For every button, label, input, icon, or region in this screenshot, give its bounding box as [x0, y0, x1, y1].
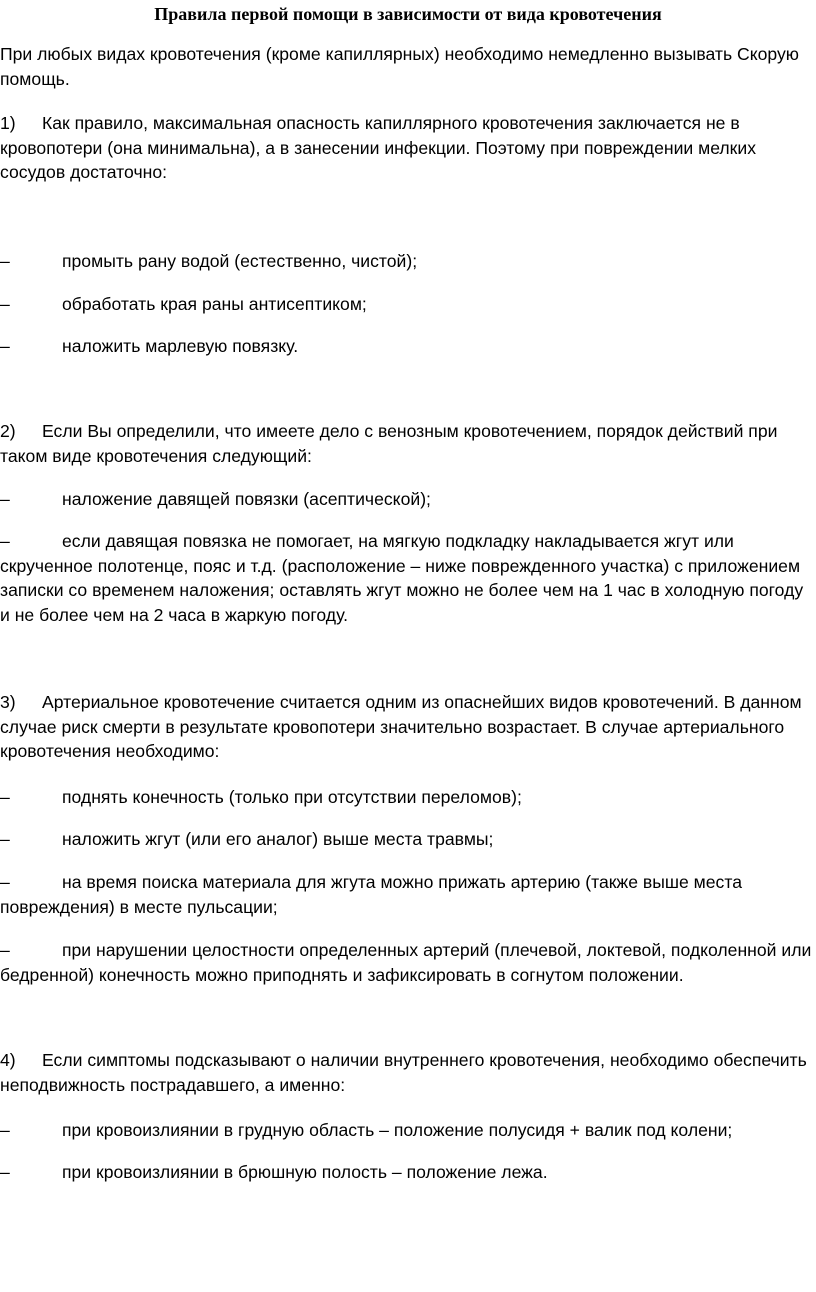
- section-number: 1): [0, 113, 16, 133]
- list-item-text: на время поиска материала для жгута можно прижать артерию (также выше места повреждения) в месте пульсации;: [0, 872, 742, 917]
- dash: –: [0, 787, 10, 807]
- list-item-text: при нарушении целостности определенных артерий (плечевой, локтевой, подколенной или бедренной) конечность можно приподнять и зафиксировать в согнутом положении.: [0, 940, 812, 985]
- section-number: 4): [0, 1050, 16, 1070]
- list-item: [0, 249, 816, 274]
- dash: –: [0, 829, 10, 849]
- list-item: [0, 487, 816, 512]
- list-item-text: при кровоизлиянии в грудную область – положение полусидя + валик под колени;: [62, 1120, 733, 1140]
- section-number: 2): [0, 421, 16, 441]
- intro-paragraph: При любых видах кровотечения (кроме капиллярных) необходимо немедленно вызывать Скорую помощь.: [0, 44, 799, 89]
- list-item-text: наложить марлевую повязку.: [62, 336, 299, 356]
- list-item-text: при кровоизлиянии в брюшную полость – положение лежа.: [62, 1162, 548, 1182]
- dash: –: [0, 1120, 10, 1140]
- list-item-text: наложение давящей повязки (асептической);: [62, 489, 431, 509]
- list-item-text: если давящая повязка не помогает, на мягкую подкладку накладывается жгут или скрученное полотенце, пояс и т.д. (расположение – ниже поврежденного участка) с приложением записки со временем наложения; оставлять жгут можно не более чем на 1 час в холодную погоду и не более чем на 2 часа в жаркую погоду.: [0, 531, 804, 625]
- dash: –: [0, 336, 10, 356]
- list-item: [0, 870, 816, 919]
- dash: –: [0, 251, 10, 271]
- section-4: [0, 1048, 816, 1097]
- section-2: [0, 419, 816, 468]
- dash: –: [0, 489, 10, 509]
- list-item: [0, 529, 816, 627]
- list-item-text: поднять конечность (только при отсутствии переломов);: [62, 787, 522, 807]
- list-item: [0, 334, 816, 359]
- list-item: [0, 1160, 816, 1185]
- dash: –: [0, 531, 10, 551]
- section-1: [0, 111, 816, 185]
- dash: –: [0, 294, 10, 314]
- section-text: Артериальное кровотечение считается одним из опаснейших видов кровотечений. В данном случае риск смерти в результате кровопотери значительно возрастает. В случае артериального кровотечения необходимо:: [0, 692, 802, 761]
- section-3: [0, 690, 816, 764]
- list-item: [0, 938, 816, 987]
- list-item-text: обработать края раны антисептиком;: [62, 294, 367, 314]
- section-text: Если симптомы подсказывают о наличии внутреннего кровотечения, необходимо обеспечить неподвижность пострадавшего, а именно:: [0, 1050, 807, 1095]
- dash: –: [0, 1162, 10, 1182]
- list-item: [0, 785, 816, 810]
- section-text: Как правило, максимальная опасность капиллярного кровотечения заключается не в кровопотери (она минимальна), а в занесении инфекции. Поэтому при повреждении мелких сосудов достаточно:: [0, 113, 756, 182]
- dash: –: [0, 940, 10, 960]
- list-item: [0, 292, 816, 317]
- section-number: 3): [0, 692, 16, 712]
- list-item: [0, 1118, 816, 1143]
- list-item-text: наложить жгут (или его аналог) выше места травмы;: [62, 829, 494, 849]
- section-text: Если Вы определили, что имеете дело с венозным кровотечением, порядок действий при таком виде кровотечения следующий:: [0, 421, 778, 466]
- dash: –: [0, 872, 10, 892]
- document-title: Правила первой помощи в зависимости от вида кровотечения: [154, 4, 662, 24]
- list-item-text: промыть рану водой (естественно, чистой);: [62, 251, 418, 271]
- list-item: [0, 827, 816, 852]
